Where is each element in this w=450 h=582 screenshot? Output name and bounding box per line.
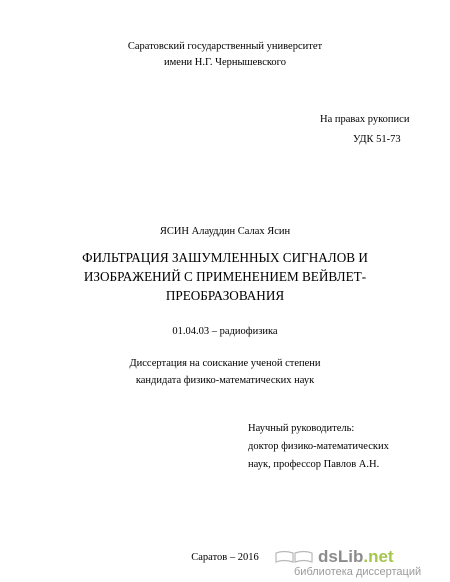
- supervisor-heading: Научный руководитель:: [248, 423, 355, 434]
- thesis-title-line-2: ИЗОБРАЖЕНИЙ С ПРИМЕНЕНИЕМ ВЕЙВЛЕТ-: [83, 269, 367, 284]
- author-name: ЯСИН Алауддин Салах Ясин: [159, 226, 291, 237]
- university-named-after: имени Н.Г. Чернышевского: [164, 57, 286, 68]
- university-name: Саратовский государственный университет: [127, 41, 323, 52]
- degree-line-1: Диссертация на соискание ученой степени: [129, 358, 321, 369]
- manuscript-rights: На правах рукописи: [320, 114, 410, 125]
- thesis-title-line-3: ПРЕОБРАЗОВАНИЯ: [165, 288, 285, 303]
- watermark-brand: [318, 547, 394, 567]
- watermark-subtitle: библиотека диссертаций: [294, 566, 422, 578]
- watermark-brand-tld: .net: [363, 547, 394, 566]
- supervisor-line-2: наук, профессор Павлов А.Н.: [248, 459, 380, 470]
- watermark-brand-main: dsLib: [318, 547, 364, 566]
- thesis-title-line-1: ФИЛЬТРАЦИЯ ЗАШУМЛЕННЫХ СИГНАЛОВ И: [82, 250, 368, 265]
- supervisor-line-1: доктор физико-математических: [248, 441, 389, 452]
- city-year: Саратов – 2016: [191, 552, 259, 563]
- specialty-code: 01.04.03 – радиофизика: [172, 326, 278, 337]
- book-icon: [274, 550, 314, 564]
- degree-line-2: кандидата физико-математических наук: [135, 375, 315, 386]
- udc-code: УДК 51-73: [353, 134, 401, 145]
- dslib-watermark: [270, 547, 440, 577]
